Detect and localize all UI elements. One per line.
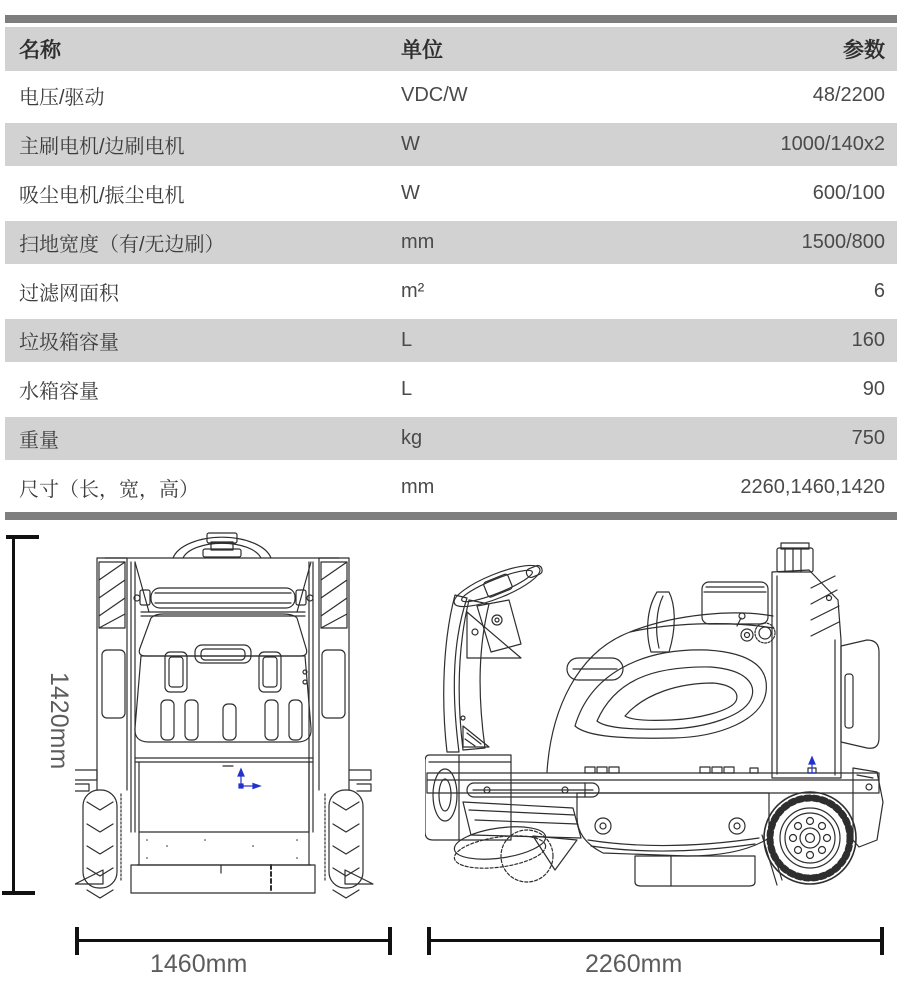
table-row [5,463,897,512]
header-name: 名称 [19,39,61,62]
spec-name: 垃圾箱容量 [19,332,119,354]
table-bottom-bar [5,512,897,520]
spec-unit: mm [401,231,435,253]
spec-unit: W [401,182,420,204]
height-dimension-line [12,535,15,893]
width-dimension-line [75,939,392,942]
length-dimension-line [427,939,883,942]
spec-value: 90 [862,378,885,400]
table-row [5,120,897,169]
spec-value: 1000/140x2 [780,133,885,155]
spec-unit: mm [401,476,435,498]
spec-value: 160 [851,329,885,351]
spec-name: 吸尘电机/振尘电机 [19,185,185,207]
spec-name: 尺寸（长，宽，高） [19,479,199,501]
table-row [5,169,897,218]
side-view-drawing [425,540,895,905]
header-value: 参数 [843,39,885,62]
spec-name: 电压/驱动 [19,87,105,109]
dim-cap [2,891,35,895]
length-dimension-label: 2260mm [585,950,683,978]
dim-cap [388,927,392,955]
table-header-row [5,27,897,71]
spec-value: 6 [873,280,885,302]
header-unit: 单位 [401,39,443,62]
spec-value: 48/2200 [812,84,885,106]
spec-unit: L [401,329,413,351]
spec-value: 750 [851,427,885,449]
height-dimension-label: 1420mm [45,672,73,770]
spec-name: 扫地宽度（有/无边刷） [19,234,225,256]
spec-unit: kg [401,427,423,449]
datum-marker-front [238,769,260,789]
table-row [5,316,897,365]
spec-name: 重量 [19,430,59,452]
spec-value: 1500/800 [801,231,885,253]
spec-name: 主刷电机/边刷电机 [19,136,185,158]
table-row [5,71,897,120]
spec-unit: L [401,378,413,400]
table-top-bar [5,15,897,23]
table-row [5,365,897,414]
table-row [5,267,897,316]
spec-name: 水箱容量 [19,381,99,403]
spec-value: 600/100 [812,182,885,204]
table-row [5,414,897,463]
front-view-drawing [75,532,405,902]
dim-cap [880,927,884,955]
spec-name: 过滤网面积 [19,283,119,305]
spec-unit: m² [401,280,425,302]
technical-drawings [0,520,901,993]
spec-unit: VDC/W [401,84,468,106]
dim-cap [6,535,39,539]
spec-value: 2260,1460,1420 [740,476,885,498]
spec-table [5,15,897,520]
datum-marker-side [808,757,816,773]
table-row [5,218,897,267]
spec-unit: W [401,133,420,155]
width-dimension-label: 1460mm [150,950,248,978]
